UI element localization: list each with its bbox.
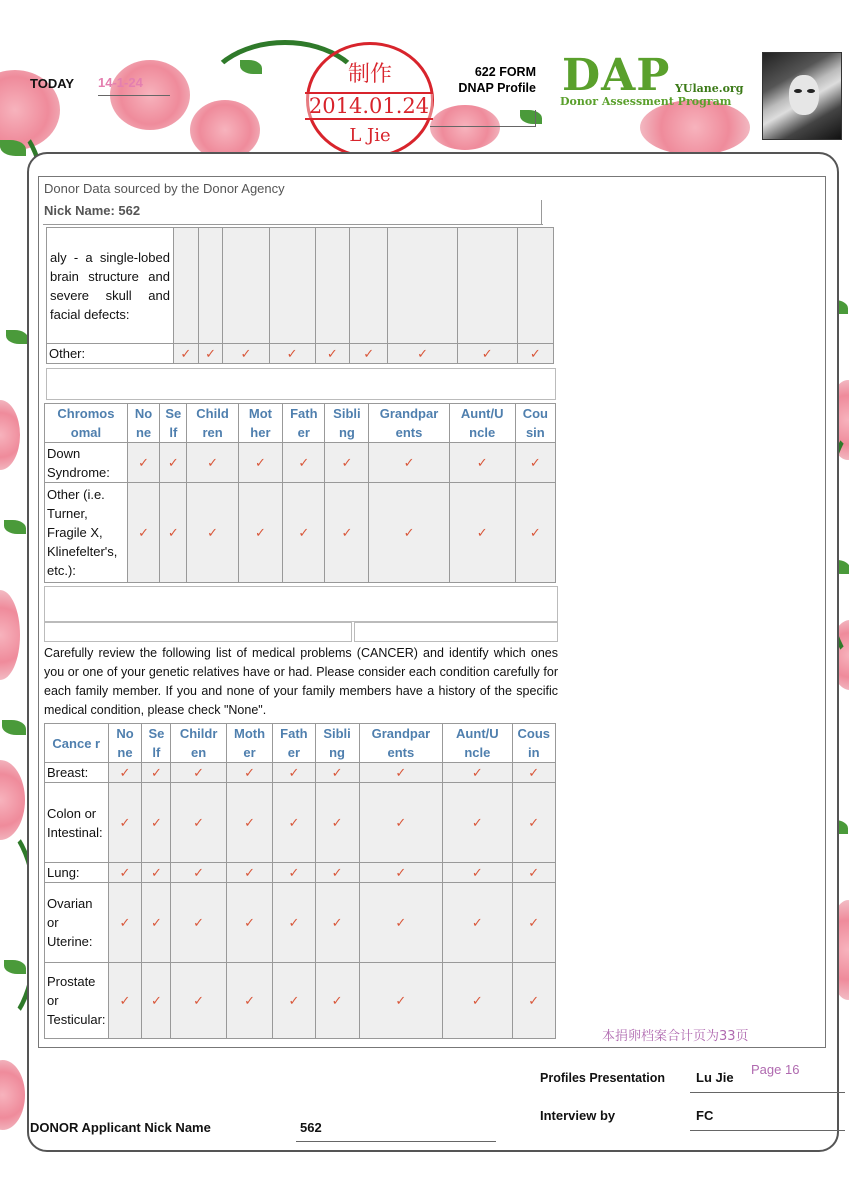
checkbox[interactable]: ✓: [512, 783, 556, 863]
checkbox[interactable]: ✓: [315, 783, 359, 863]
checkbox[interactable]: ✓: [142, 883, 171, 963]
checkbox[interactable]: ✓: [142, 783, 171, 863]
nick-name-row: [43, 200, 543, 225]
column-header: Cance r: [45, 724, 109, 763]
donor-nickname-label: DONOR Applicant Nick Name: [30, 1120, 211, 1135]
interview-underline: [690, 1130, 845, 1131]
table-header-row: [45, 724, 556, 763]
row-label: Other (i.e. Turner, Fragile X, Klinefelter's, etc.):: [45, 483, 128, 583]
checkbox[interactable]: ✓: [443, 763, 512, 783]
checkbox[interactable]: ✓: [226, 783, 272, 863]
checkbox[interactable]: ✓: [283, 443, 325, 483]
spacer-box: [44, 586, 558, 622]
donor-photo-face: [789, 75, 819, 115]
checkbox[interactable]: ✓: [108, 863, 142, 883]
row-label: Prostate or Testicular:: [45, 963, 109, 1039]
column-header: Grandpar ents: [369, 404, 449, 443]
table-row: [45, 763, 556, 783]
checkbox[interactable]: ✓: [359, 783, 443, 863]
checkbox[interactable]: ✓: [443, 863, 512, 883]
checkbox[interactable]: ✓: [369, 483, 449, 583]
checkbox[interactable]: ✓: [273, 963, 315, 1039]
checkbox[interactable]: ✓: [198, 344, 223, 364]
checkbox[interactable]: ✓: [369, 443, 449, 483]
checkbox[interactable]: ✓: [273, 783, 315, 863]
checkbox[interactable]: ✓: [315, 863, 359, 883]
checkbox[interactable]: ✓: [315, 883, 359, 963]
checkbox[interactable]: ✓: [512, 763, 556, 783]
checkbox[interactable]: ✓: [127, 483, 159, 583]
table-row: [45, 443, 556, 483]
table-row: [45, 783, 556, 863]
column-header: Sibli ng: [315, 724, 359, 763]
checkbox[interactable]: ✓: [512, 863, 556, 883]
checkbox[interactable]: ✓: [388, 344, 457, 364]
checkbox[interactable]: ✓: [160, 483, 187, 583]
today-value: 14-1-24: [98, 75, 143, 90]
checkbox[interactable]: ✓: [223, 344, 269, 364]
row-label: Lung:: [45, 863, 109, 883]
checkbox[interactable]: ✓: [359, 763, 443, 783]
checkbox[interactable]: ✓: [273, 863, 315, 883]
checkbox[interactable]: ✓: [160, 443, 187, 483]
checkbox[interactable]: ✓: [443, 783, 512, 863]
checkbox[interactable]: ✓: [315, 344, 349, 364]
checkbox[interactable]: ✓: [449, 483, 515, 583]
checkbox[interactable]: ✓: [283, 483, 325, 583]
checkbox[interactable]: ✓: [359, 863, 443, 883]
row-label: Breast:: [45, 763, 109, 783]
checkbox[interactable]: ✓: [443, 883, 512, 963]
today-underline: [98, 95, 170, 96]
row-label: Down Syndrome:: [45, 443, 128, 483]
page-total-note: 本捐卵档案合计页为33页: [602, 1029, 749, 1044]
checkbox[interactable]: ✓: [108, 883, 142, 963]
column-header: Moth er: [226, 724, 272, 763]
checkbox[interactable]: ✓: [457, 344, 517, 364]
checkbox[interactable]: ✓: [515, 483, 555, 583]
checkbox[interactable]: ✓: [273, 763, 315, 783]
checkbox[interactable]: ✓: [325, 443, 369, 483]
form-title: [440, 64, 536, 96]
column-header: Cous in: [512, 724, 556, 763]
column-header: Cou sin: [515, 404, 555, 443]
checkbox[interactable]: ✓: [226, 763, 272, 783]
today-label: TODAY: [30, 76, 75, 91]
checkbox[interactable]: ✓: [512, 883, 556, 963]
checkbox[interactable]: ✓: [173, 344, 198, 364]
checkbox[interactable]: ✓: [226, 883, 272, 963]
interview-label: Interview by: [540, 1108, 616, 1123]
checkbox[interactable]: ✓: [238, 483, 283, 583]
stamp-line1: 制作: [347, 62, 392, 87]
checkbox[interactable]: ✓: [187, 443, 238, 483]
checkbox[interactable]: ✓: [315, 763, 359, 783]
checkbox[interactable]: ✓: [142, 863, 171, 883]
data-source-label: Donor Data sourced by the Donor Agency: [44, 181, 285, 196]
checkbox[interactable]: ✓: [517, 344, 553, 364]
column-header: Grandpar ents: [359, 724, 443, 763]
checkbox[interactable]: ✓: [512, 963, 556, 1039]
column-header: No ne: [108, 724, 142, 763]
checkbox[interactable]: ✓: [108, 783, 142, 863]
checkbox[interactable]: ✓: [443, 963, 512, 1039]
spacer-box: [354, 622, 558, 642]
checkbox[interactable]: ✓: [238, 443, 283, 483]
checkbox[interactable]: ✓: [515, 443, 555, 483]
checkbox[interactable]: ✓: [359, 963, 443, 1039]
profiles-value: Lu Jie: [696, 1070, 734, 1085]
checkbox[interactable]: ✓: [171, 963, 227, 1039]
page-number: Page 16: [751, 1062, 800, 1077]
date-stamp: [306, 42, 434, 158]
column-header: Childr en: [171, 724, 227, 763]
table-row: [45, 963, 556, 1039]
checkbox[interactable]: ✓: [226, 963, 272, 1039]
row-label: Other:: [47, 344, 174, 364]
column-header: Chromos omal: [45, 404, 128, 443]
checkbox[interactable]: ✓: [350, 344, 388, 364]
table-row: [45, 883, 556, 963]
column-header: Aunt/U ncle: [449, 404, 515, 443]
table-chromosomal: [44, 403, 556, 583]
checkbox[interactable]: ✓: [226, 863, 272, 883]
checkbox[interactable]: ✓: [127, 443, 159, 483]
column-header: No ne: [127, 404, 159, 443]
checkbox[interactable]: ✓: [142, 963, 171, 1039]
donor-nickname-underline: [296, 1141, 496, 1142]
column-header: Fath er: [273, 724, 315, 763]
spacer-box: [46, 368, 556, 400]
form-code: 622 FORM: [474, 65, 536, 79]
stamp-signature: L Jie: [349, 125, 391, 146]
form-name: DNAP Profile: [458, 81, 536, 95]
dap-logo-subtitle: Donor Assessment Program: [560, 95, 732, 108]
column-header: Se lf: [160, 404, 187, 443]
checkbox[interactable]: ✓: [359, 883, 443, 963]
checkbox[interactable]: ✓: [171, 883, 227, 963]
checkbox[interactable]: ✓: [171, 783, 227, 863]
checkbox[interactable]: ✓: [171, 863, 227, 883]
header-underline: [430, 126, 536, 127]
column-header: Child ren: [187, 404, 238, 443]
header-divider: [535, 110, 536, 127]
profiles-label: Profiles Presentation: [540, 1071, 666, 1085]
profiles-underline: [690, 1092, 845, 1093]
cancer-instructions: Carefully review the following list of medical problems (CANCER) and identify which ones you or one of your genetic relatives have or had. Please consider each condition carefully for each family member. If you and none of your family members have a history of the specific medical condition, please check "None".: [44, 646, 558, 717]
checkbox[interactable]: ✓: [325, 483, 369, 583]
table-header-row: [45, 404, 556, 443]
table-cancer: [44, 723, 556, 1039]
column-header: Fath er: [283, 404, 325, 443]
table-row: [47, 344, 554, 364]
column-header: Sibli ng: [325, 404, 369, 443]
stamp-date: 2014.01.24: [305, 92, 433, 120]
checkbox[interactable]: ✓: [315, 963, 359, 1039]
checkbox[interactable]: ✓: [449, 443, 515, 483]
interview-value: FC: [696, 1108, 714, 1123]
checkbox[interactable]: ✓: [273, 883, 315, 963]
checkbox[interactable]: ✓: [269, 344, 315, 364]
checkbox[interactable]: ✓: [108, 763, 142, 783]
table-row: [45, 483, 556, 583]
donor-photo: [762, 52, 842, 140]
row-label: Ovarian or Uterine:: [45, 883, 109, 963]
table-row: [47, 228, 554, 344]
checkbox[interactable]: ✓: [108, 963, 142, 1039]
spacer-box: [44, 622, 352, 642]
table-other-defects: [46, 227, 554, 364]
checkbox[interactable]: ✓: [171, 763, 227, 783]
row-label: aly - a single-lobed brain structure and severe skull and facial defects:: [47, 228, 174, 344]
donor-nickname-value: 562: [300, 1120, 322, 1135]
row-label: Colon or Intestinal:: [45, 783, 109, 863]
column-header: Mot her: [238, 404, 283, 443]
dap-logo-url: YUlane.org: [675, 82, 744, 95]
table-row: [45, 863, 556, 883]
dap-logo: DAP: [562, 50, 671, 101]
checkbox[interactable]: ✓: [142, 763, 171, 783]
column-header: Se lf: [142, 724, 171, 763]
column-header: Aunt/U ncle: [443, 724, 512, 763]
checkbox[interactable]: ✓: [187, 483, 238, 583]
nick-name-label: Nick Name: 562: [44, 203, 141, 218]
